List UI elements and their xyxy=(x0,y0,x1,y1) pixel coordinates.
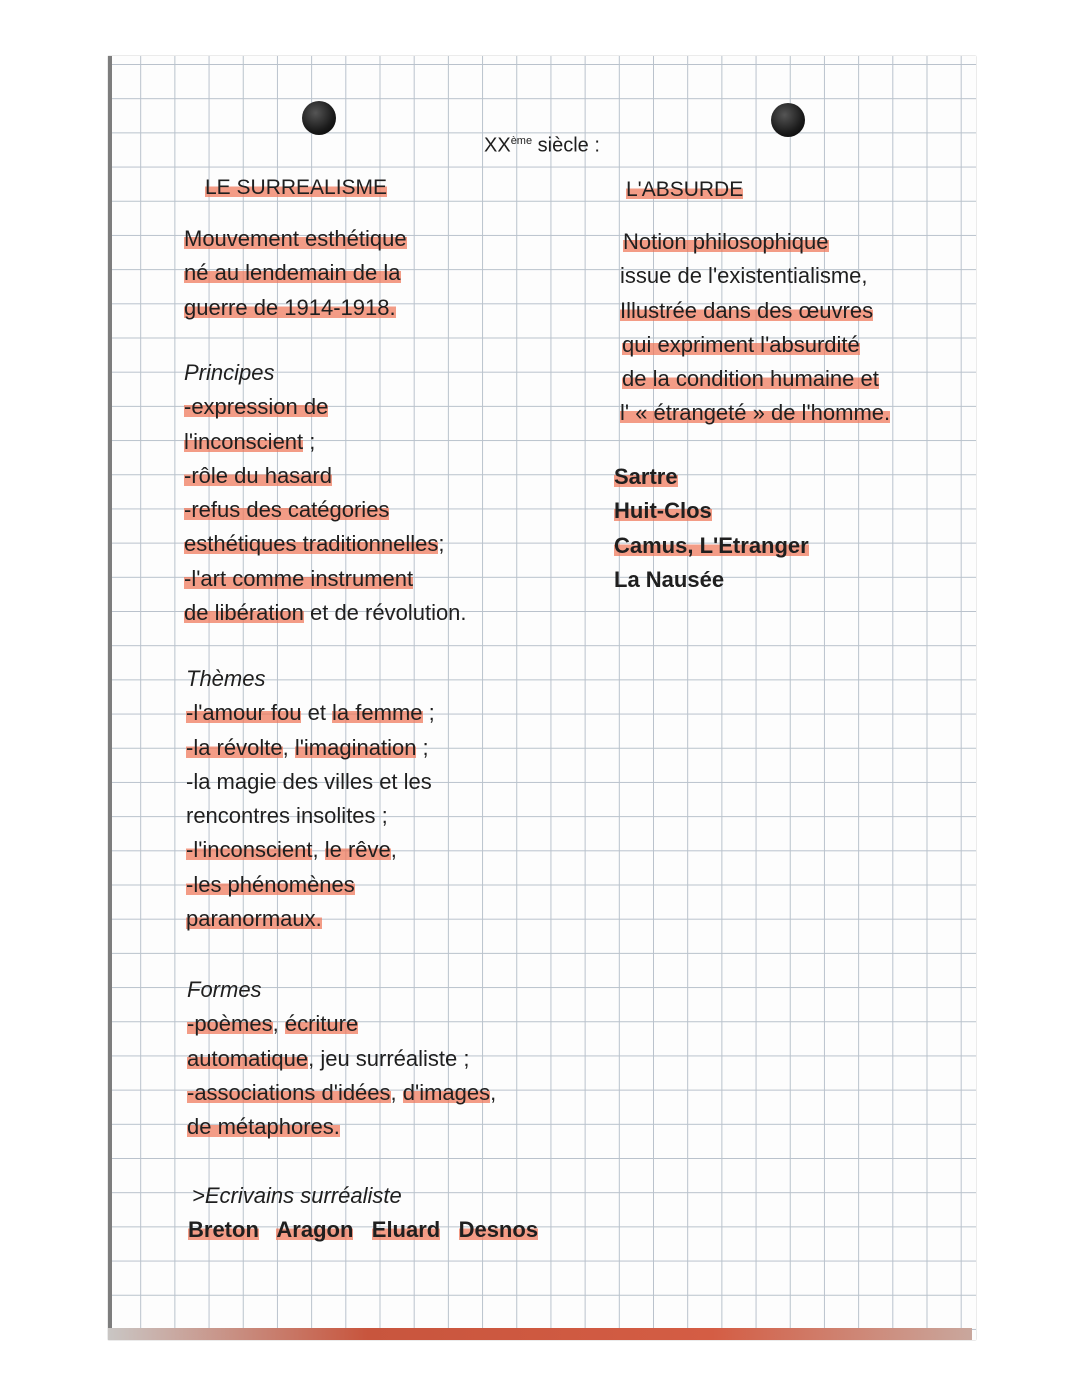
work-item: Sartre xyxy=(614,464,678,489)
principles-heading: Principes xyxy=(184,360,275,385)
left-heading: LE SURREALISME xyxy=(205,176,388,199)
principles-section: Principes -expression de l'inconscient ; -rôle du hasard -refus des catégories esthétiques traditionnelles; -l'art comme instrument de libération et de révolution. xyxy=(184,356,467,630)
work-item: Camus, L'Etranger xyxy=(614,532,809,558)
absurd-works xyxy=(614,460,809,597)
themes-section: Thèmes -l'amour fou et la femme ; -la révolte, l'imagination ; -la magie des villes et les rencontres insolites ; -l'inconscient, le rêve, -les phénomènes paranormaux. xyxy=(186,662,435,936)
forms-section: Formes -poèmes, écriture automatique, jeu surréaliste ; -associations d'idées, d'images, de métaphores. xyxy=(187,973,496,1144)
writer-name: Eluard xyxy=(371,1217,441,1242)
writers-section xyxy=(192,1179,402,1213)
forms-heading: Formes xyxy=(187,977,262,1002)
writer-name: Aragon xyxy=(276,1217,354,1242)
work-item: Huit-Clos xyxy=(614,498,712,524)
right-heading: L'ABSURDE xyxy=(626,178,744,201)
century-title: XXème siècle : xyxy=(484,134,600,157)
punch-hole-left xyxy=(302,101,336,135)
writer-name: Desnos xyxy=(458,1217,539,1242)
work-item: La Nausée xyxy=(614,566,725,592)
sheet-bottom-edge xyxy=(108,1328,972,1340)
surrealism-definition: Mouvement esthétique né au lendemain de la guerre de 1914-1918. xyxy=(184,226,407,320)
writer-name: Breton xyxy=(188,1217,259,1242)
absurd-definition: Notion philosophique issue de l'existentialisme, Illustrée dans des œuvres qui expriment l'absurdité de la condition humaine et l' « étrangeté » de l'homme. xyxy=(620,229,891,426)
writers-heading: >Ecrivains surréaliste xyxy=(192,1183,402,1208)
themes-heading: Thèmes xyxy=(186,666,266,691)
writers-list xyxy=(188,1213,538,1247)
punch-hole-right xyxy=(771,103,805,137)
